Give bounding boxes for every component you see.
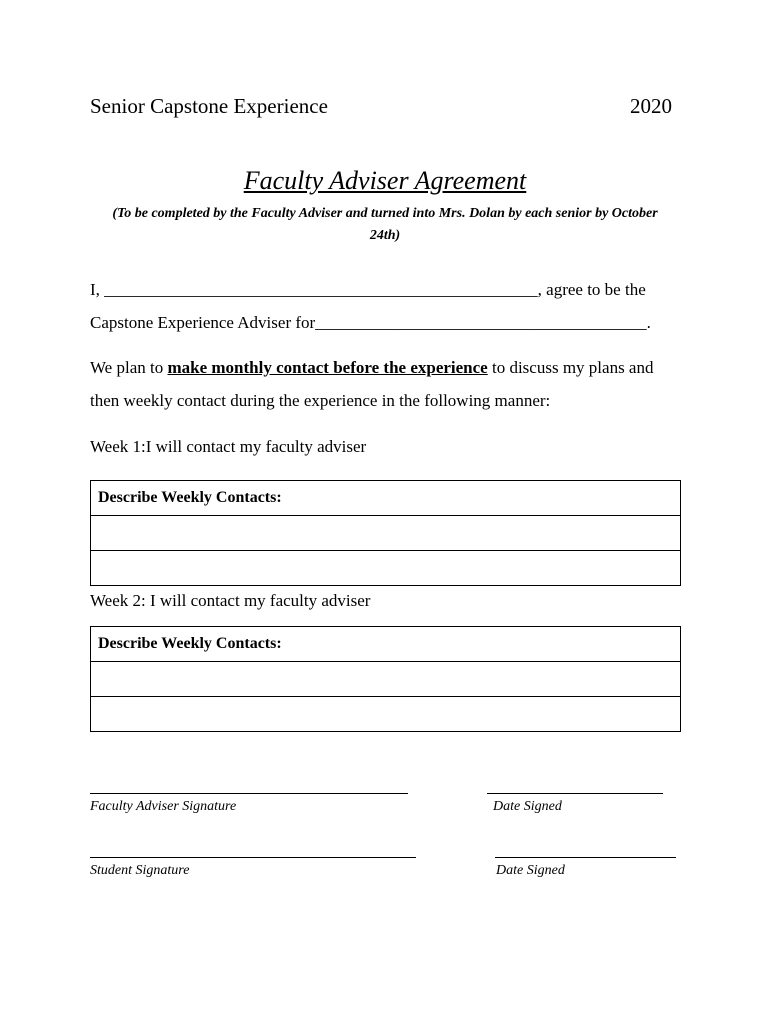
week-1-label: Week 1:I will contact my faculty adviser: [90, 437, 367, 456]
plan-line-2: then weekly contact during the experience in the following manner:: [90, 391, 551, 410]
plan-suffix: to discuss my plans and: [487, 358, 654, 377]
week-2-contacts-table: [90, 626, 681, 732]
plan-line-1: [90, 358, 653, 378]
faculty-date-line[interactable]: [487, 793, 663, 794]
week-2-table-header: Describe Weekly Contacts:: [91, 627, 681, 662]
agreement-line-2: Capstone Experience Adviser for_______________________________________.: [90, 313, 651, 332]
faculty-date-label: Date Signed: [493, 799, 562, 814]
plan-prefix: We plan to: [90, 358, 168, 377]
student-signature-line[interactable]: [90, 857, 416, 858]
week-1-contacts-table: [90, 480, 681, 586]
header-program-title: Senior Capstone Experience: [90, 94, 328, 118]
page-title: Faculty Adviser Agreement: [243, 166, 527, 195]
student-date-line[interactable]: [495, 857, 676, 858]
plan-emphasis: make monthly contact before the experience: [167, 358, 488, 377]
instructions-note: (To be completed by the Faculty Adviser and turned into Mrs. Dolan by each senior by October 24th): [112, 206, 658, 243]
agreement-line-1: I, ___________________________________________________, agree to be the: [90, 280, 646, 299]
student-signature-label: Student Signature: [90, 863, 190, 878]
week-2-contact-row[interactable]: [91, 662, 681, 697]
header-year: 2020: [630, 94, 672, 118]
week-1-contact-row[interactable]: [91, 516, 681, 551]
week-2-contact-row[interactable]: [91, 697, 681, 732]
week-1-contact-row[interactable]: [91, 551, 681, 586]
faculty-signature-label: Faculty Adviser Signature: [90, 799, 237, 814]
faculty-signature-line[interactable]: [90, 793, 408, 794]
week-2-label: Week 2: I will contact my faculty adviser: [90, 591, 371, 610]
student-date-label: Date Signed: [496, 863, 565, 878]
week-1-table-header: Describe Weekly Contacts:: [91, 481, 681, 516]
